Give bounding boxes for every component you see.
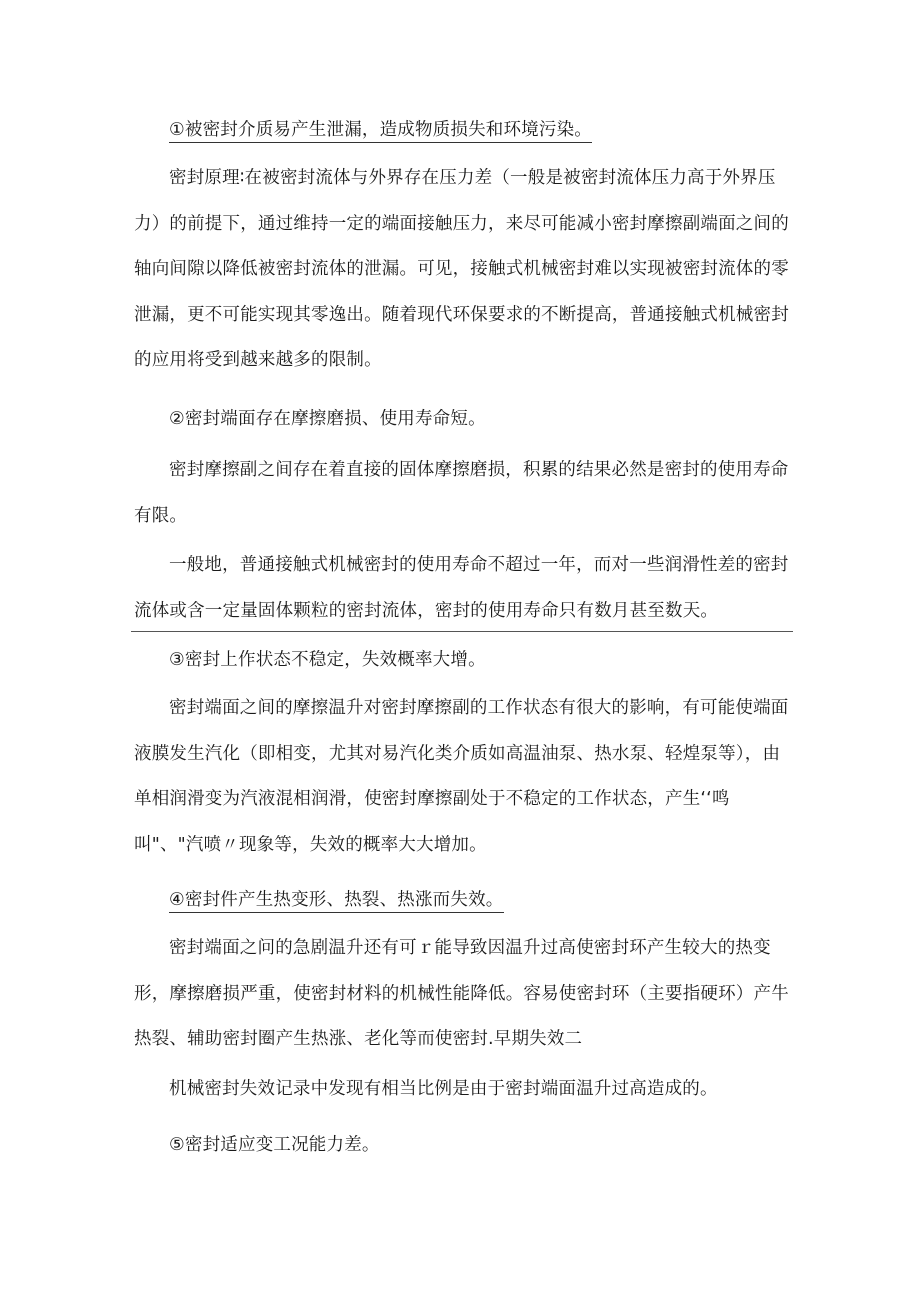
horizontal-rule	[131, 631, 793, 632]
paragraph-4: 密封摩擦副之间存在着直接的固体摩擦磨损，积累的结果必然是密封的使用寿命有限。	[134, 460, 789, 526]
heading-leakage: ①被密封介质易产生泄漏，造成物质损失和环境污染。	[169, 120, 592, 143]
paragraph-9: 密封端面之问的急剧温升还有可ｒ能导致因温升过高使密封环产生较大的热变形，摩擦磨损严重，使密封材料的机械性能降低。容易使密封环（主要指硬环）产牛热裂、辅助密封圈产生热涨、老化等而使密封.早期失效二	[134, 938, 789, 1049]
heading-adaptability: ⑤密封适应变工况能力差。	[169, 1135, 380, 1155]
paragraph-7: 密封端面之间的摩擦温升对密封摩擦副的工作状态有很大的影响，有可能使端面液膜发生汽化（即相变，尤其对易汽化类介质如高温油泵、热水泵、轻煌泵等），由单相润滑变为汽液混相润滑，使密封摩擦副处于不稳定的工作状态，产生‘‘鸣叫"、"汽喷〃现象等，失效的概率大大增加。	[134, 698, 789, 855]
paragraph-1	[134, 108, 794, 154]
paragraph-5: 一般地，普通接触式机械密封的使用寿命不超过一年，而对一些润滑性差的密封流体或含一定量固体颗粒的密封流体，密封的使用寿命只有数月甚至数天。	[134, 555, 789, 621]
heading-wear: ②密封端面存在摩擦磨损、使用寿命短。	[169, 409, 486, 429]
heading-thermal: ④密封件产生热变形、热裂、热涨而失效。	[169, 890, 504, 913]
heading-instability: ③密封上作状态不稳定，失效概率大增。	[169, 650, 486, 670]
paragraph-10: 机械密封失效记录中发现有相当比例是由于密封端面温升过高造成的。	[169, 1079, 718, 1099]
paragraph-2: 密封原理∶在被密封流体与外界存在压力差（一般是被密封流体压力高于外界压力）的前提下，通过维持一定的端面接触压力，来尽可能减小密封摩擦副端面之间的轴向间隙以降低被密封流体的泄漏。可见，接触式机械密封难以实现被密封流体的零泄漏，更不可能实现其零逸出。随着现代环保要求的不断提高，普通接触式机械密封的应用将受到越来越多的限制。	[134, 168, 789, 370]
paragraph-8	[134, 878, 794, 924]
